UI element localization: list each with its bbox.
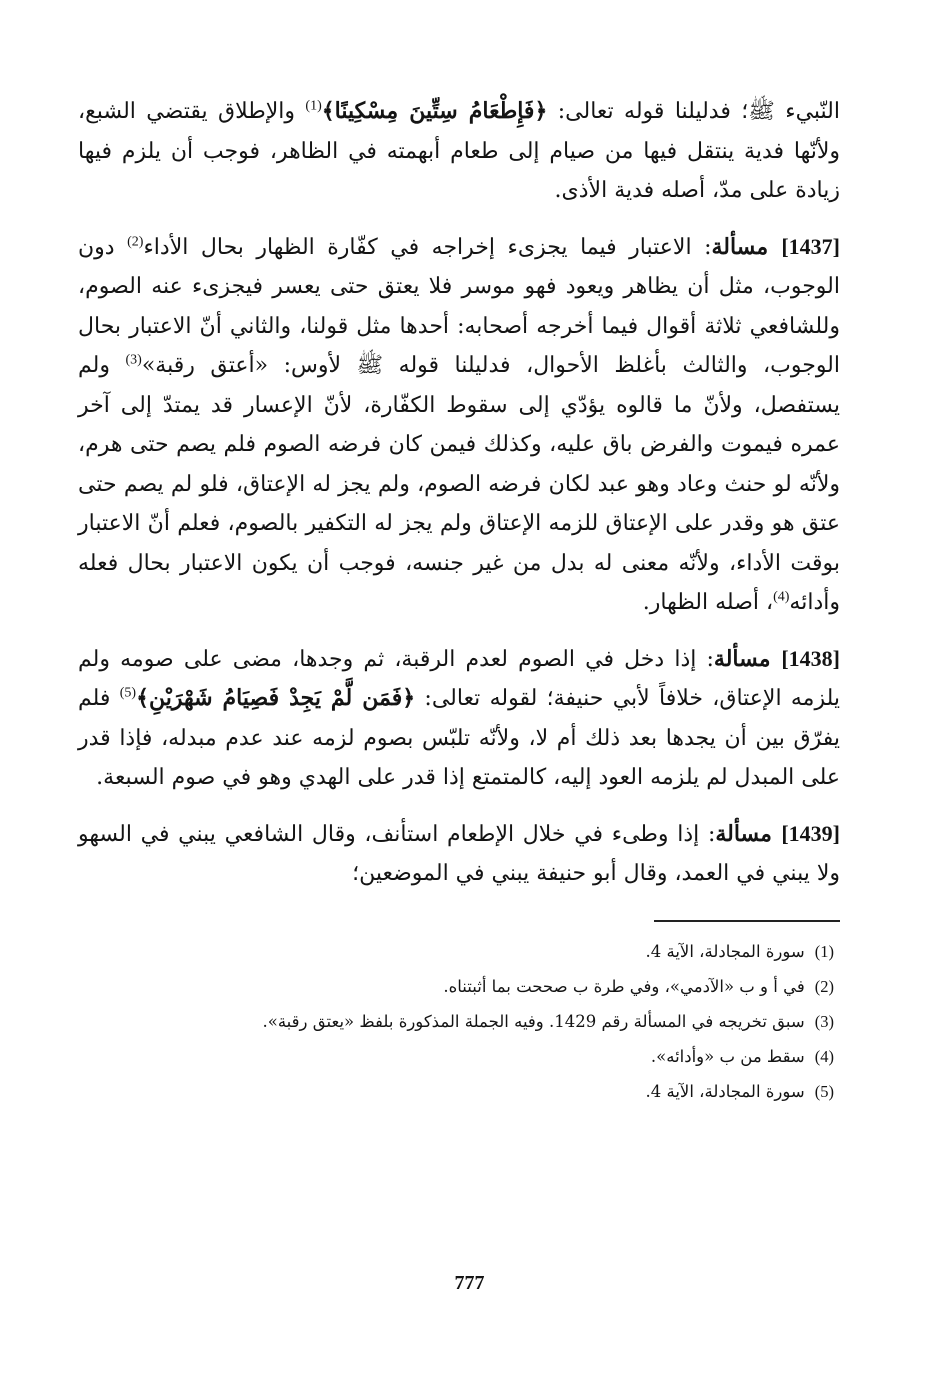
issue-1437 (78, 227, 840, 623)
issue-number: [1439] (781, 820, 840, 846)
paragraph-text: ، أصله الظهار. (642, 590, 774, 615)
paragraph-text: : الاعتبار فيما يجزىء إخراجه في كفّارة الظهار بحال الأداء (143, 234, 712, 260)
page-number: 777 (454, 1272, 485, 1294)
issue-number: [1438] (781, 645, 840, 671)
footnote-item (78, 969, 840, 1004)
issue-number: [1437] (781, 233, 840, 259)
page-body (78, 92, 840, 1109)
issue-label: مسألة (715, 820, 782, 847)
paragraph-text: دون الوجوب، مثل أن يظاهر ويعود فهو موسر فلا يعتق حتى يعسر فيجزىء عنه الصوم، وللشافعي ثلاثة أقوال فيما أخرجه أصحابه: أحدها مثل قولنا، والثاني أنّ الاعتبار بحال الوجوب، والثالث بأغلظ الأحوال، فدليلنا قوله ﷺ لأوس: «أعتق رقبة» (78, 234, 841, 378)
issue-1438 (78, 639, 840, 798)
footnote-number: (5) (814, 1081, 834, 1101)
footnote-number: (1) (814, 941, 834, 961)
paragraph-text: ولم يستفصل، ولأنّ ما قالوه يؤدّي إلى سقوط الكفّارة، لأنّ الإعسار قد يمتدّ إلى آخر عمره فيموت والفرض باق عليه، وكذلك فيمن كان فرضه الصوم فلم يصم حتى هرم، ولأنّه لو حنث وعاد وهو عبد لكان فرضه الصوم، ولم يجز له الإعتاق، فلو لم يصم حتى عتق هو وقدر على الإعتاق للزمه الإعتاق ولم يجز له التكفير بالصوم، فعلم أنّ الاعتبار بوقت الأداء، ولأنّه معنى له بدل من غير جنسه، فوجب أن يكون الاعتبار بحال فعله وأدائه (78, 353, 840, 615)
footnote-number: (2) (814, 976, 834, 996)
footnote-ref[interactable]: (5) (119, 685, 137, 701)
footnote-text: سورة المجادلة، الآية 4. (645, 941, 805, 961)
issue-1439 (78, 814, 840, 894)
footnote-ref[interactable]: (2) (127, 234, 144, 250)
paragraph-text: : إذا دخل في الصوم لعدم الرقبة، ثم وجدها، مضى على صومه ولم يلزمه الإعتاق، خلافاً لأبي حنيفة؛ لقوله تعالى: (78, 646, 840, 711)
paragraph-text: والإطلاق يقتضي الشبع، ولأنّها فدية ينتقل فيها من صيام إلى طعام أبهمته في الظاهر، فوجب أن يلزم فيها زيادة على مدّ، أصله فدية الأذى. (78, 99, 840, 203)
issue-label: مسألة (713, 645, 782, 672)
footnote-text: في أ و ب «الآدمي»، وفي طرة ب صححت بما أثبتناه. (443, 976, 805, 996)
footnote-text: سبق تخريجه في المسألة رقم 1429. وفيه الجملة المذكورة بلفظ «يعتق رقبة». (262, 1011, 805, 1031)
footnote-ref[interactable]: (4) (773, 589, 790, 605)
footnote-number: (4) (814, 1046, 834, 1066)
footnote-text: سورة المجادلة، الآية 4. (645, 1081, 805, 1101)
footnote-number: (3) (814, 1011, 834, 1031)
issue-label: مسألة (711, 233, 782, 260)
paragraph-continuation (78, 92, 840, 211)
footnote-text: سقط من ب «وأدائه». (650, 1046, 805, 1066)
paragraph-text: : إذا وطىء في خلال الإطعام استأنف، وقال الشافعي يبني في السهو ولا يبني في العمد، وقال أبو حنيفة يبني في الموضعين؛ (78, 821, 840, 886)
paragraph-text: النّبيء ﷺ؛ فدليلنا قوله تعالى: (547, 99, 841, 124)
footnote-ref[interactable]: (3) (125, 352, 142, 368)
footnote-item (78, 1074, 840, 1109)
footnote-item (78, 1004, 840, 1039)
quran-verse: ﴿فَمَن لَّمْ يَجِدْ فَصِيَامُ شَهْرَيْنِ﴾ (136, 685, 416, 711)
footnote-divider (654, 920, 840, 922)
footnote-item (78, 934, 840, 969)
footnotes (78, 934, 840, 1109)
quran-verse: ﴿فَإِطْعَامُ سِتِّينَ مِسْكِينًا﴾ (321, 98, 548, 124)
footnote-ref[interactable]: (1) (305, 98, 322, 114)
paragraph-text: فلم يفرّق بين أن يجدها بعد ذلك أم لا، ولأنّه تلبّس بصوم لزمه عند عدم مبدله، فإذا قدر على المبدل لم يلزمه العود إليه، كالمتمتع إذا قدر على الهدي وهو في صوم السبعة. (78, 686, 840, 790)
footnote-item (78, 1039, 840, 1074)
